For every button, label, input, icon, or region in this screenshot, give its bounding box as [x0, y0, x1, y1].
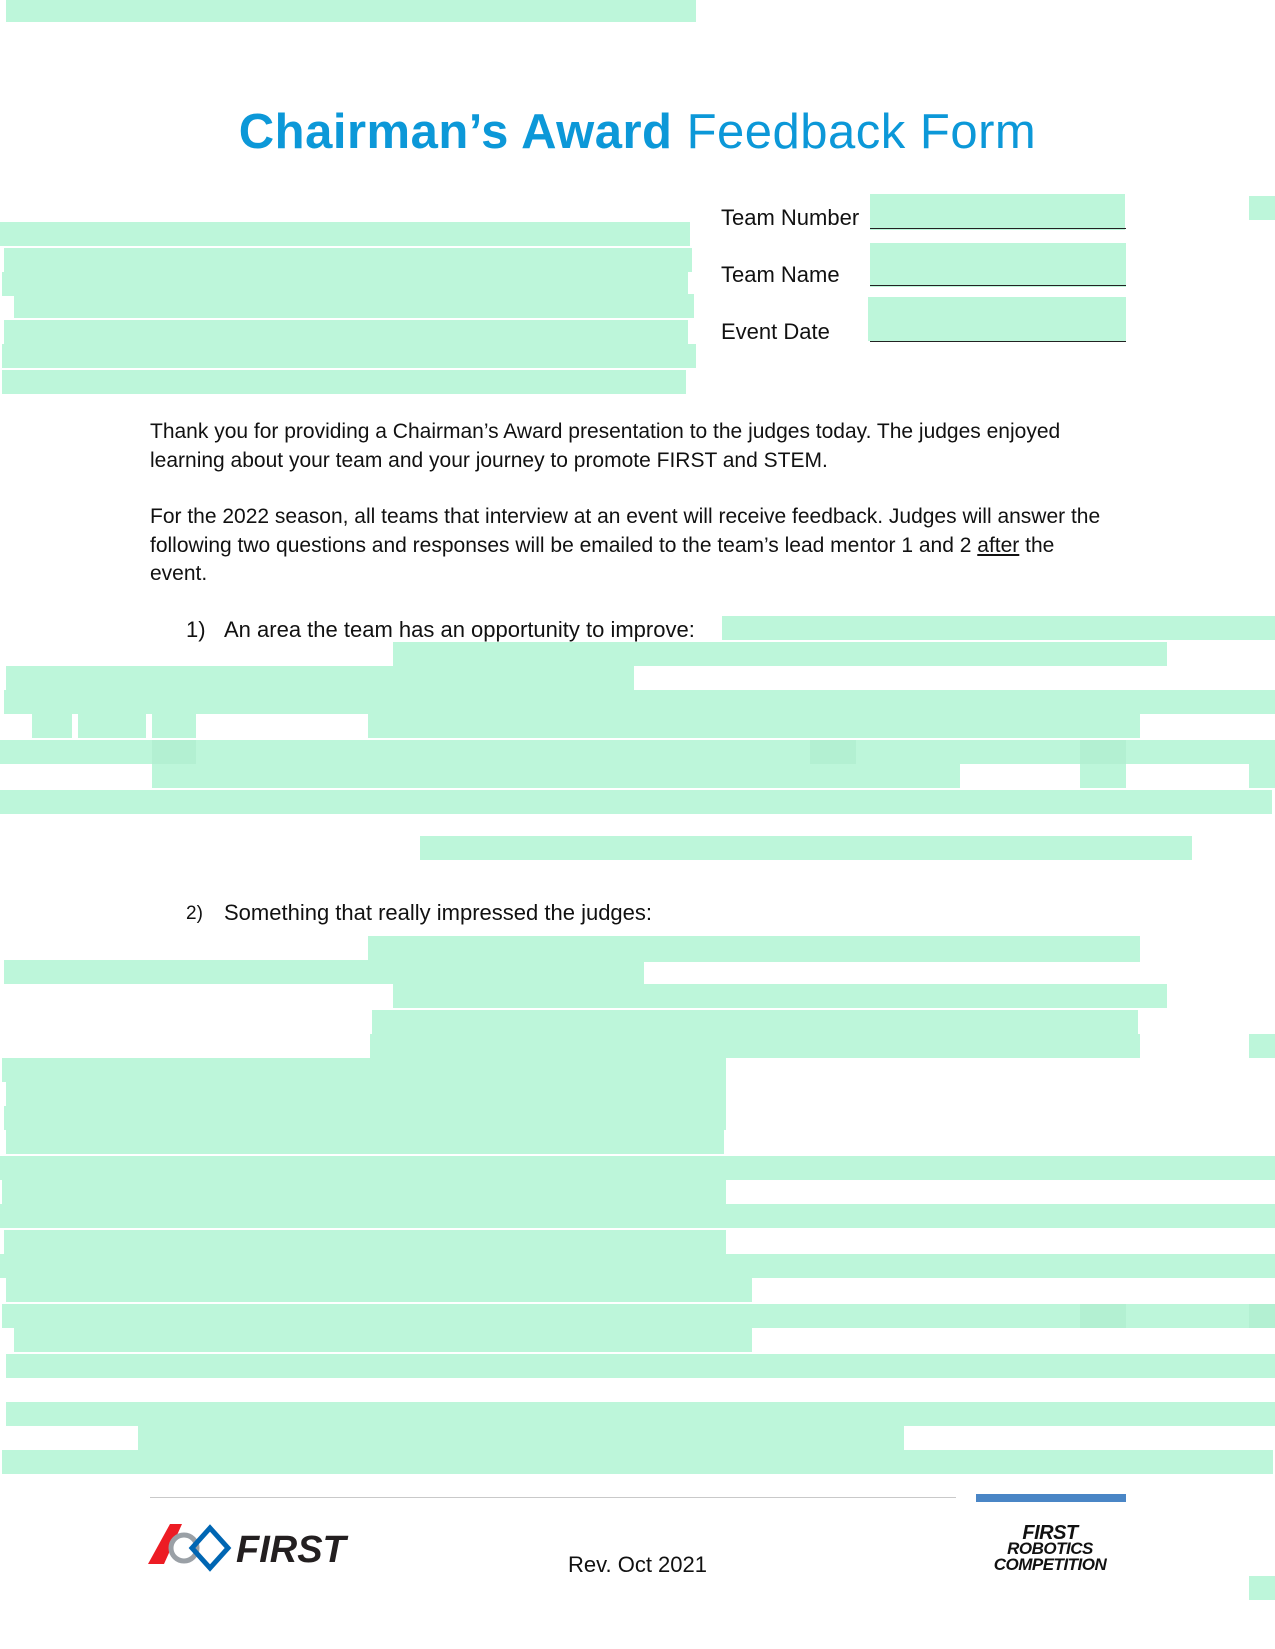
highlight-block	[1080, 764, 1126, 788]
highlight-block	[393, 984, 1167, 1008]
highlight-block	[6, 1402, 1275, 1426]
highlight-block	[32, 714, 72, 738]
highlight-block	[4, 320, 688, 344]
highlight-block	[2, 1450, 1273, 1474]
highlight-block	[372, 1010, 1138, 1034]
highlight-block	[4, 1230, 726, 1254]
highlight-block	[6, 0, 696, 22]
highlight-block	[2, 1058, 726, 1082]
highlight-block	[6, 666, 634, 690]
event-date-label: Event Date	[721, 319, 830, 344]
highlight-block	[1080, 740, 1126, 764]
intro-p2-underlined: after	[977, 533, 1020, 557]
question-number: 2)	[186, 903, 203, 924]
title-bold: Chairman’s Award	[238, 105, 673, 159]
highlight-block	[2, 370, 686, 394]
intro-paragraph-1: Thank you for providing a Chairman’s Award presentation to the judges today. The judges enjoyed learning about your team and your journey to promote FIRST and STEM.	[150, 420, 1061, 472]
highlight-block	[368, 714, 1140, 738]
highlight-block	[152, 740, 196, 764]
frc-logo-line: COMPETITION	[993, 1555, 1107, 1574]
title-regular: Feedback Form	[672, 105, 1037, 159]
revision-date: Rev. Oct 2021	[568, 1552, 707, 1577]
highlight-block	[14, 294, 694, 318]
highlight-block	[4, 248, 692, 272]
intro-p2-end: the event.	[150, 533, 1055, 585]
frc-logo	[985, 1522, 1115, 1574]
team-number-label: Team Number	[721, 205, 860, 230]
highlight-block	[6, 1130, 724, 1154]
highlight-block	[4, 960, 644, 984]
highlight-block	[393, 642, 1167, 666]
highlight-block	[1080, 1304, 1126, 1328]
team-name-label: Team Name	[721, 262, 840, 287]
team-name-highlight	[870, 243, 1126, 287]
frc-logo-line: ROBOTICS	[1007, 1539, 1093, 1558]
highlight-block	[0, 790, 1272, 814]
highlight-block	[810, 740, 856, 764]
highlight-block	[6, 1354, 1275, 1378]
highlight-block	[0, 222, 690, 246]
intro-p2-text: For the 2022 season, all teams that interview at an event will receive feedback. Judges will answer the following two questions and responses will be emailed to the team’s lead mentor 1 and 2	[150, 505, 1101, 557]
highlight-block	[4, 1106, 726, 1130]
highlight-block	[0, 1254, 1275, 1278]
highlight-block	[4, 690, 1275, 714]
question-text: An area the team has an opportunity to improve:	[224, 617, 695, 642]
highlight-block	[1249, 1034, 1275, 1058]
question-text: Something that really impressed the judges:	[224, 900, 653, 925]
intro-paragraph-2	[150, 503, 1110, 589]
highlight-block	[722, 616, 1275, 640]
event-date-field[interactable]	[870, 341, 1126, 342]
footer-accent-bar	[976, 1494, 1126, 1502]
team-number-highlight	[870, 194, 1125, 230]
highlight-block	[420, 836, 1192, 860]
highlight-block	[2, 272, 688, 296]
first-logo-text: FIRST	[236, 1529, 346, 1571]
highlight-block	[368, 936, 1140, 962]
highlight-block	[2, 1180, 726, 1204]
team-name-field[interactable]	[870, 285, 1126, 286]
highlight-block	[1249, 1304, 1275, 1328]
highlight-block	[14, 1328, 752, 1352]
highlight-block	[6, 1082, 726, 1106]
frc-logo-line: FIRST	[1022, 1522, 1078, 1544]
question-number: 1)	[186, 617, 206, 642]
highlight-block	[370, 1034, 1140, 1058]
event-date-highlight	[868, 297, 1126, 341]
highlight-block	[0, 1156, 1275, 1180]
team-number-field[interactable]	[870, 228, 1126, 229]
highlight-block	[1249, 196, 1275, 220]
highlight-block	[152, 764, 960, 788]
highlight-block	[6, 1278, 752, 1302]
highlight-block	[2, 344, 696, 368]
highlight-block	[1249, 764, 1275, 788]
highlight-block	[1249, 1576, 1275, 1600]
page-title	[0, 104, 1275, 160]
footer-divider	[150, 1497, 956, 1498]
highlight-block	[0, 1204, 1275, 1228]
highlight-block	[138, 1426, 904, 1450]
highlight-block	[78, 714, 146, 738]
highlight-block	[152, 714, 196, 738]
